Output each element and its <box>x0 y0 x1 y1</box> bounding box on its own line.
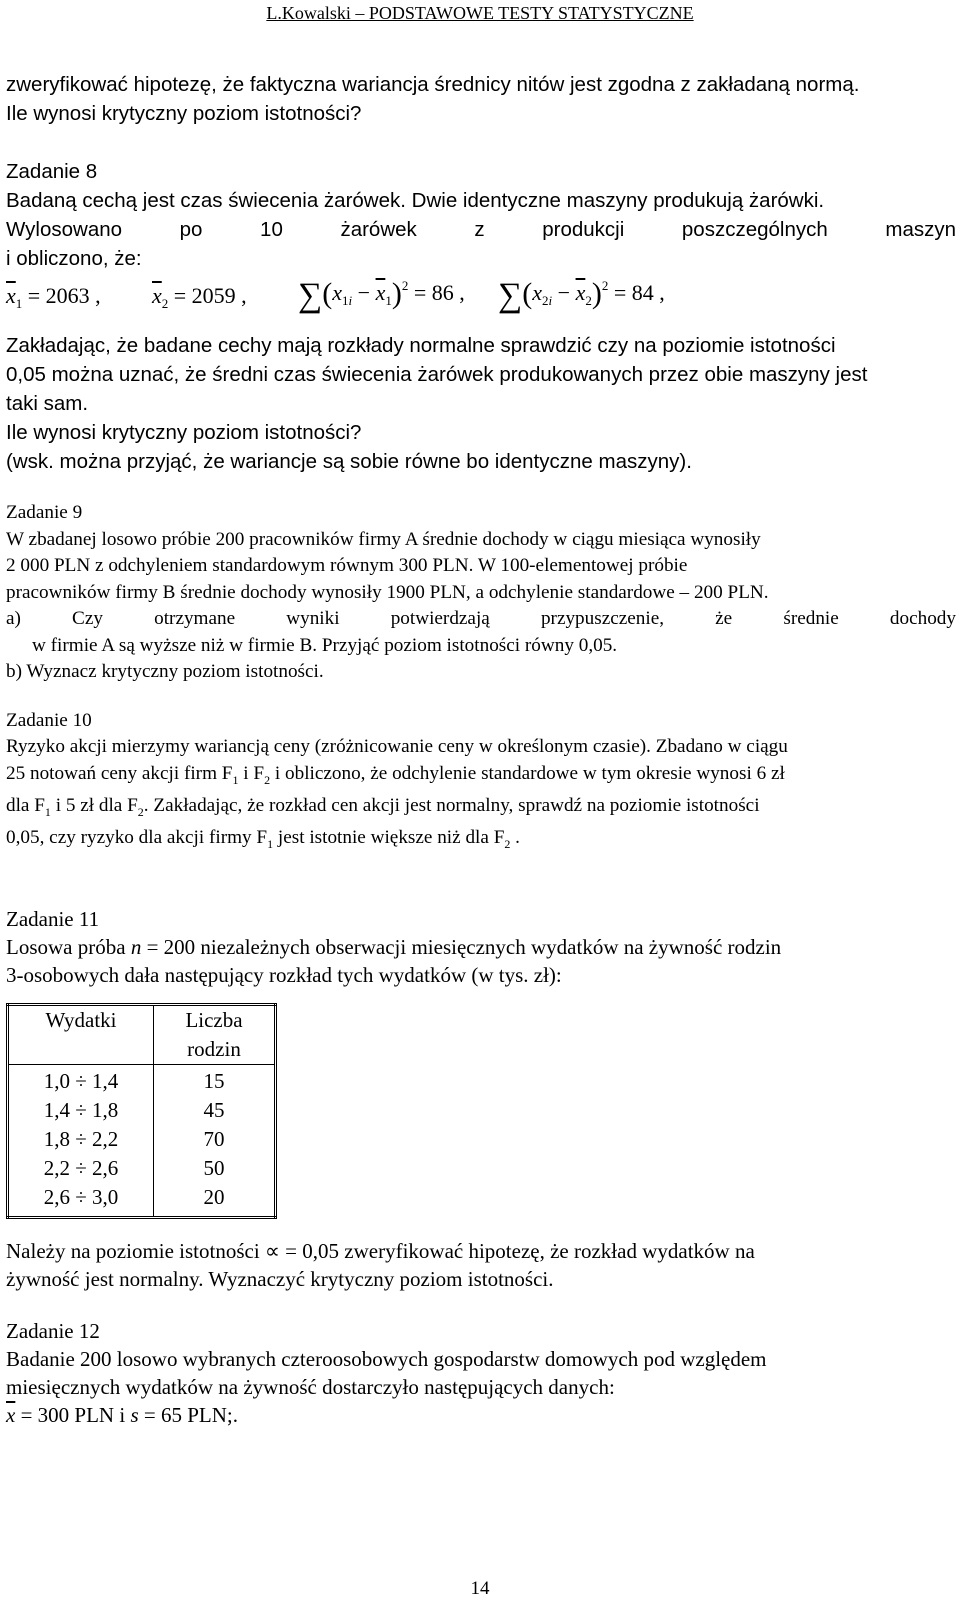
text-line: Ile wynosi krytyczny poziom istotności? <box>6 102 362 125</box>
running-header: L.Kowalski – PODSTAWOWE TESTY STATYSTYCZNE <box>266 3 694 23</box>
text-line: pracowników firmy B średnie dochody wynosiły 1900 PLN, a odchylenie standardowe – 200 PLN. <box>6 581 769 603</box>
formula-mean-1: $\overline{x}_1 = 2063$ , <box>6 283 101 311</box>
text-line: dla $F_1$ i 5 zł dla $F_2$. Zakładając, że rozkład cen akcji jest normalny, sprawdź na poziomie istotności <box>6 794 760 819</box>
text-line: zweryfikować hipotezę, że faktyczna wariancja średnicy nitów jest zgodna z zakładaną normą. <box>6 73 860 96</box>
table-body-row <box>8 1065 276 1218</box>
text-line: żywność jest normalny. Wyznaczyć krytyczny poziom istotności. <box>6 1267 554 1292</box>
zadanie-11 <box>6 905 956 1293</box>
table-header-cell: Liczba rodzin <box>154 1005 276 1065</box>
text-line: Losowa próba n = 200 niezależnych obserwacji miesięcznych wydatków na żywność rodzin <box>6 935 782 960</box>
table-cell: 15 45 70 50 20 <box>154 1065 276 1218</box>
text-line: a) Czy otrzymane wyniki potwierdzają przypuszczenie, że średnie dochody <box>6 608 956 629</box>
text-line: Należy na poziomie istotności ∝ = 0,05 zweryfikować hipotezę, że rozkład wydatków na <box>6 1239 755 1264</box>
section-heading: Zadanie 10 <box>6 709 92 731</box>
text-line: (wsk. można przyjąć, że wariancje są sobie równe bo identyczne maszyny). <box>6 450 692 473</box>
text-line: Wylosowano po 10 żarówek z produkcji poszczególnych maszyn <box>6 218 956 241</box>
zadanie-12 <box>6 1317 956 1429</box>
formula-sum-2: $\sum(x_{2i} - \overline{x}_2)^2 = 84$ , <box>498 277 665 314</box>
text-line: W zbadanej losowo próbie 200 pracowników firmy A średnie dochody w ciągu miesiąca wynosiły <box>6 528 761 550</box>
formula-sum-1: $\sum(x_{1i} - \overline{x}_1)^2 = 86$ , <box>298 277 465 314</box>
text-line: w firmie A są wyższe niż w firmie B. Przyjąć poziom istotności równy 0,05. <box>32 634 618 656</box>
section-heading: Zadanie 9 <box>6 502 83 523</box>
page-content <box>6 70 956 1429</box>
zadanie-9 <box>6 500 956 686</box>
section-heading: Zadanie 11 <box>6 907 100 932</box>
table-header-cell: Wydatki <box>8 1005 154 1065</box>
text-line: taki sam. <box>6 392 89 415</box>
text-line: Ile wynosi krytyczny poziom istotności? <box>6 421 362 444</box>
text-line: $\overline{x} = 300$ PLN i s = 65 PLN;. <box>6 1403 238 1428</box>
text-line: Zakładając, że badane cechy mają rozkłady normalne sprawdzić czy na poziomie istotności <box>6 334 836 357</box>
mean-symbol: $\overline{x}$ <box>6 1403 16 1428</box>
text-line: 0,05, czy ryzyko dla akcji firmy $F_1$ jest istotnie większe niż dla $F_2$ . <box>6 827 520 851</box>
zadanie-10 <box>6 708 956 858</box>
page-number: 14 <box>470 1578 490 1599</box>
text-line: 0,05 można uznać, że średni czas świecenia żarówek produkowanych przez obie maszyny jest <box>6 363 868 386</box>
formula-mean-2: $\overline{x}_2 = 2059$ , <box>152 283 247 311</box>
zadanie-8 <box>6 157 956 476</box>
text-line: 25 notowań ceny akcji firm $F_1$ i $F_2$ i obliczono, że odchylenie standardowe w tym okresie wynosi 6 zł <box>6 762 785 787</box>
formula-row <box>6 273 956 331</box>
text-line: miesięcznych wydatków na żywność dostarczyło następujących danych: <box>6 1375 615 1400</box>
text-line: Ryzyko akcji mierzymy wariancją ceny (zróżnicowanie ceny w określonym czasie). Zbadano w ciągu <box>6 736 788 757</box>
sd-symbol: s <box>130 1403 139 1428</box>
table-cell: 1,0 ÷ 1,4 1,4 ÷ 1,8 1,8 ÷ 2,2 2,2 ÷ 2,6 2,6 ÷ 3,0 <box>8 1065 154 1218</box>
expenses-table <box>6 1003 277 1219</box>
intro-text <box>6 70 956 128</box>
table-header-row <box>8 1005 276 1065</box>
section-heading: Zadanie 8 <box>6 160 98 183</box>
text-line: 3-osobowych dała następujący rozkład tych wydatków (w tys. zł): <box>6 963 562 988</box>
text-line: i obliczono, że: <box>6 247 142 270</box>
section-heading: Zadanie 12 <box>6 1319 100 1344</box>
text-line: 2 000 PLN z odchyleniem standardowym równym 300 PLN. W 100-elementowej próbie <box>6 555 688 576</box>
text-line: Badaną cechą jest czas świecenia żarówek. Dwie identyczne maszyny produkują żarówki. <box>6 189 825 212</box>
text-line: b) Wyznacz krytyczny poziom istotności. <box>6 661 324 682</box>
text-line: Badanie 200 losowo wybranych czteroosobowych gospodarstw domowych pod względem <box>6 1347 767 1372</box>
